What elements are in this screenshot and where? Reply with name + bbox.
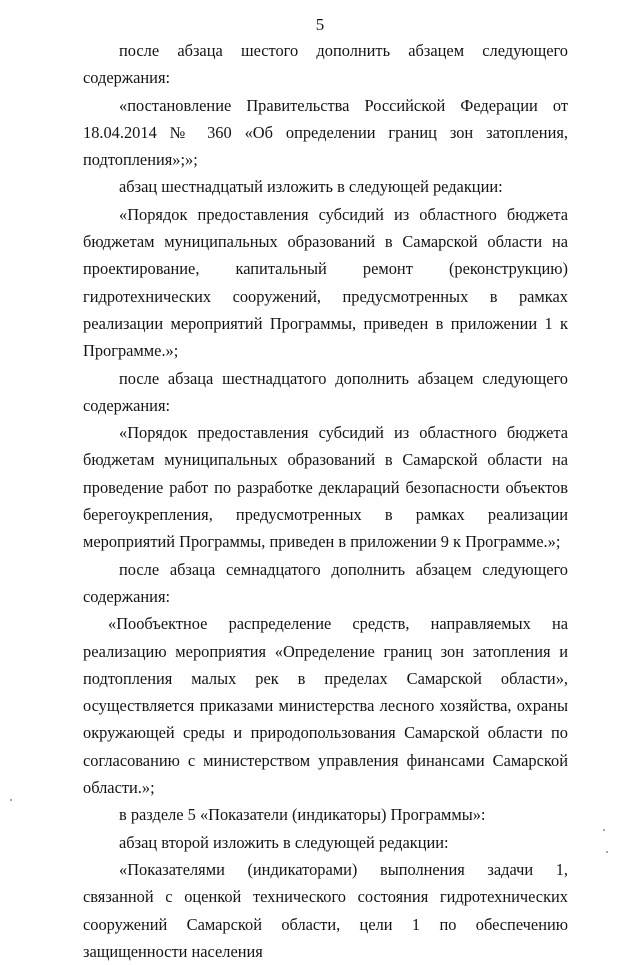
scan-speck bbox=[10, 799, 12, 801]
paragraph-6: «Порядок предоставления субсидий из областного бюджета бюджетам муниципальных образований в Самарской области на проведение работ по разработке деклараций безопасности объектов берегоукрепления, предусмотренных в рамках реализации мероприятий Программы, приведен в приложении 9 к Программе.»; bbox=[83, 423, 568, 552]
paragraph-1: после абзаца шестого дополнить абзацем следующего содержания: bbox=[83, 41, 568, 88]
paragraph-2: «постановление Правительства Российской Федерации от 18.04.2014 № 360 «Об определении границ зон затопления, подтопления»;»; bbox=[83, 95, 568, 170]
paragraph-8: «Пообъектное распределение средств, направляемых на реализацию мероприятия «Определение границ зон затопления и подтопления малых рек в пределах Самарской области», осуществляется приказами министерства лесного хозяйства, охраны окружающей среды и природопользования Самарской области по согласованию с министерством управления финансами Самарской области.»; bbox=[83, 614, 568, 798]
page-number: 5 bbox=[315, 15, 325, 34]
scan-speck bbox=[606, 851, 608, 853]
paragraph-10: абзац второй изложить в следующей редакции: bbox=[119, 832, 449, 852]
paragraph-9: в разделе 5 «Показатели (индикаторы) Программы»: bbox=[119, 805, 486, 825]
paragraph-4: «Порядок предоставления субсидий из областного бюджета бюджетам муниципальных образований в Самарской области на проектирование, капитальный ремонт (реконструкцию) гидротехнических сооружений, предусмотренных в рамках реализации мероприятий Программы, приведен в приложении 1 к Программе.»; bbox=[83, 204, 568, 361]
scan-speck bbox=[603, 829, 605, 831]
document-body bbox=[83, 37, 568, 965]
paragraph-7: после абзаца семнадцатого дополнить абзацем следующего содержания: bbox=[83, 559, 568, 606]
paragraph-11: «Показателями (индикаторами) выполнения задачи 1, связанной с оценкой технического состояния гидротехнических сооружений Самарской области, цели 1 по обеспечению защищенности населения bbox=[83, 859, 568, 961]
paragraph-3: абзац шестнадцатый изложить в следующей редакции: bbox=[119, 177, 503, 197]
paragraph-5: после абзаца шестнадцатого дополнить абзацем следующего содержания: bbox=[83, 368, 568, 415]
